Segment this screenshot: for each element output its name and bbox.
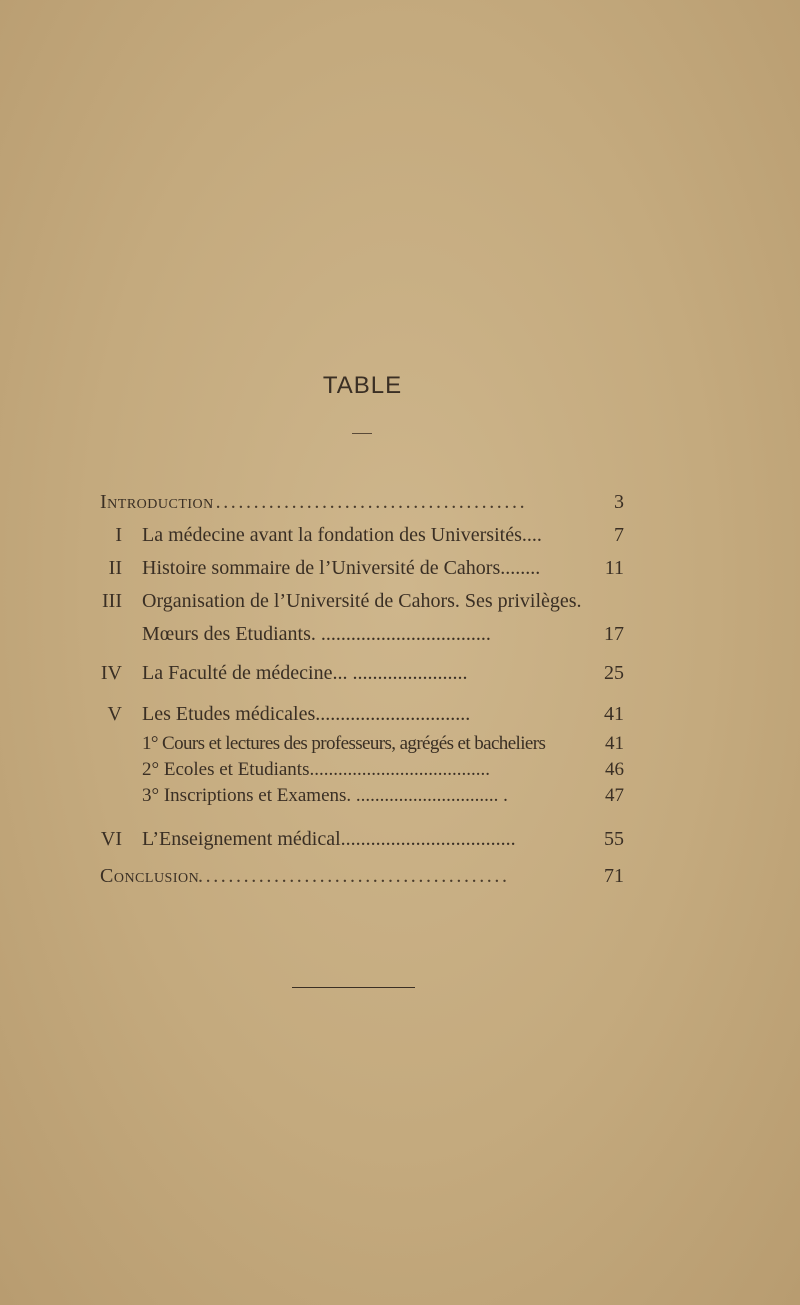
toc-entry-label: Introduction xyxy=(100,491,214,513)
toc-entry-label: Les Etudes médicales............................... xyxy=(142,703,471,725)
toc-entry-vi[interactable] xyxy=(100,823,628,856)
toc-entry-label: 3° Inscriptions et Examens. .............................. . xyxy=(142,785,508,806)
toc-entry-iv[interactable] xyxy=(100,657,628,690)
toc-entry-iii-continued[interactable] xyxy=(100,618,628,651)
toc-entry-label: 2° Ecoles et Etudiants...................................... xyxy=(142,759,490,780)
toc-entry-page: 71 xyxy=(604,865,624,887)
closing-rule xyxy=(292,987,415,988)
toc-entry-page: 41 xyxy=(605,733,624,754)
toc-entry-number: II xyxy=(108,557,122,579)
toc-entry-label: 1° Cours et lectures des professeurs, agrégés et bacheliers xyxy=(142,733,546,754)
toc-leader-dots: ......................................... xyxy=(198,865,510,887)
toc-entry-page: 55 xyxy=(604,828,624,850)
toc-entry-page: 7 xyxy=(614,524,624,546)
table-of-contents xyxy=(100,486,628,893)
toc-entry-page: 46 xyxy=(605,759,624,780)
toc-entry-v[interactable] xyxy=(100,698,628,731)
toc-subentry-3[interactable] xyxy=(100,783,628,809)
toc-entry-page: 25 xyxy=(604,662,624,684)
toc-entry-page: 41 xyxy=(604,703,624,725)
toc-entry-iii[interactable] xyxy=(100,585,628,618)
title-divider xyxy=(352,433,372,434)
toc-entry-introduction[interactable] xyxy=(100,486,628,519)
toc-entry-number: III xyxy=(102,590,122,612)
toc-subentry-1[interactable] xyxy=(100,731,628,757)
toc-leader-dots: .......................................... xyxy=(208,491,528,513)
toc-entry-label: Histoire sommaire de l’Université de Cahors........ xyxy=(142,557,541,579)
toc-entry-label: Conclusion xyxy=(100,865,200,887)
toc-entry-i[interactable] xyxy=(100,519,628,552)
toc-entry-number: I xyxy=(115,524,122,546)
toc-entry-label: La médecine avant la fondation des Universités.... xyxy=(142,524,542,546)
toc-entry-label: L’Enseignement médical................................... xyxy=(142,828,516,850)
toc-entry-label: La Faculté de médecine... ....................... xyxy=(142,662,468,684)
toc-entry-number: VI xyxy=(100,828,122,850)
toc-subentry-2[interactable] xyxy=(100,757,628,783)
toc-entry-number: V xyxy=(107,703,122,725)
toc-entry-page: 47 xyxy=(605,785,624,806)
toc-entry-number: IV xyxy=(100,662,122,684)
toc-entry-ii[interactable] xyxy=(100,552,628,585)
toc-entry-page: 17 xyxy=(604,623,624,645)
toc-entry-page: 11 xyxy=(604,557,624,579)
toc-entry-label: Organisation de l’Université de Cahors. Ses privilèges. xyxy=(142,590,582,612)
toc-entry-label: Mœurs des Etudiants. .................................. xyxy=(142,623,491,645)
page-title: TABLE xyxy=(322,372,403,399)
toc-entry-page: 3 xyxy=(614,491,624,513)
toc-entry-conclusion[interactable] xyxy=(100,860,628,893)
